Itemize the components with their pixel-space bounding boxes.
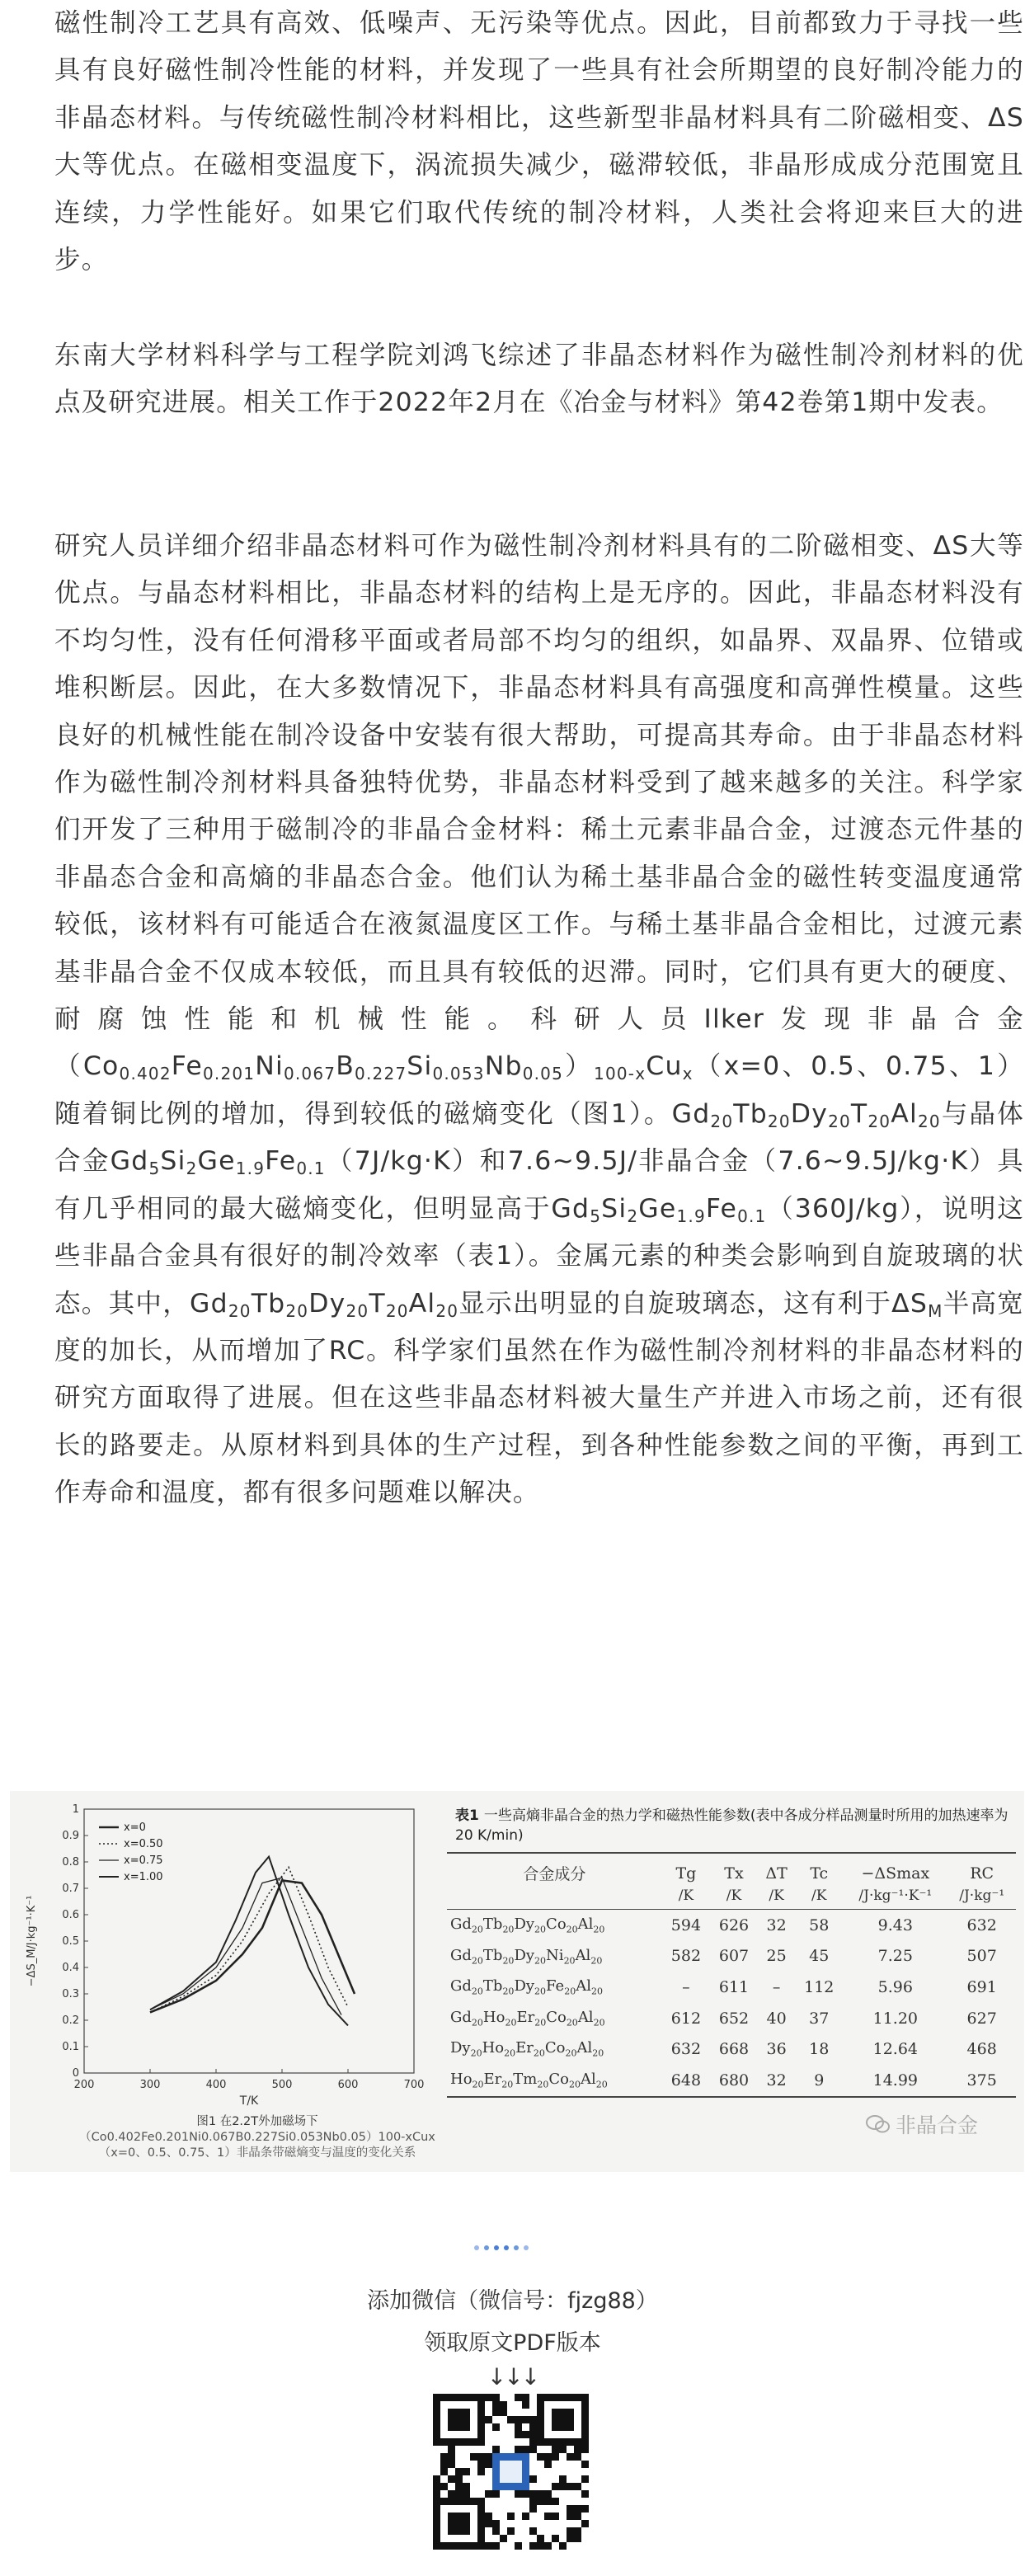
table-cell: 25	[766, 1947, 787, 1966]
table-header-cell: Tx	[710, 1853, 758, 1886]
down-arrows: ↓↓↓	[487, 2363, 538, 2390]
table-cell: 32	[766, 1916, 787, 1934]
legend-label: x=0.75	[124, 1854, 163, 1867]
y-tick-label: 0.8	[62, 1856, 79, 1869]
x-tick-label: 400	[205, 2079, 227, 2091]
table-row	[447, 2065, 1016, 2097]
table-cell: 37	[809, 2009, 830, 2028]
table-header-row	[447, 1853, 1016, 1886]
pdf-prompt: 领取原文PDF版本	[424, 2330, 601, 2356]
entropy-chart-svg	[10, 1791, 455, 2114]
formula-alloy: $Co_{0.402}Fe_{0.201}Ni_{0.067}B_{0.227}Si_{0.053}Nb_{0.05}$	[82, 1051, 564, 1084]
table-cell: 14.99	[843, 2065, 947, 2097]
legend-label: x=0	[124, 1822, 146, 1834]
table-panel	[447, 1806, 1016, 2098]
table-cell: 652	[718, 2009, 750, 2028]
table-cell: 112	[804, 1977, 835, 1996]
y-tick-label: 0.7	[62, 1883, 79, 1895]
table-header-cell: ΔT	[758, 1853, 795, 1886]
x-tick-label: 200	[73, 2079, 95, 2091]
table-label: 表1	[455, 1807, 479, 1824]
properties-table	[447, 1852, 1016, 2098]
formula-gd: $Gd_{20}Tb_{20}Dy_{20}T_{20}Al_{20}$	[671, 1098, 941, 1131]
y-tick-label: 0.2	[62, 2014, 79, 2027]
table-cell: –	[682, 1977, 690, 1996]
table-row	[447, 1910, 1016, 1941]
table-cell: 668	[718, 2040, 750, 2059]
formula-gdsige: $Gd_5Si_2Ge_{1.9}Fe_{0.1}$	[110, 1146, 326, 1179]
table-cell: 582	[670, 1947, 702, 1966]
table-header-cell: RC	[947, 1853, 1016, 1886]
x-tick-label: 700	[403, 2079, 425, 2091]
formula-cu: ）$_{100-x}Cu_x$	[563, 1051, 694, 1084]
alloy-composition-cell: $Ho_{20}Er_{20}Tm_{20}Co_{20}Al_{20}$	[447, 2065, 662, 2097]
table-cell: 594	[670, 1916, 702, 1934]
table-unit-cell: /K	[662, 1886, 710, 1910]
figure-caption	[43, 2114, 472, 2161]
entropy-chart	[10, 1791, 455, 2172]
table-unit-cell: /J·kg⁻¹	[947, 1886, 1016, 1910]
paragraph-research: 研究人员详细介绍非晶态材料可作为磁性制冷剂材料具有的二阶磁相变、ΔS大等优点。与晶态材料相比，非晶态材料的结构上是无序的。因此，非晶态材料没有不均匀性，没有任何滑移平面或者局部不均匀的组织，如晶界、双晶界、位错或堆积断层。因此，在大多数情况下，非晶态材料具有高强度和高弹性模量。这些良好的机械性能在制冷设备中安装有很大帮助，可提高其寿命。由于非晶态材料作为磁性制冷剂材料具备独特优势，非晶态材料受到了越来越多的关注。科学家们开发了三种用于磁制冷的非晶合金材料：稀土元素非晶合金，过渡态元件基的非晶态合金和高熵的非晶态合金。他们认为稀土基非晶合金的磁性转变温度通常较低，该材料有可能适合在液氮温度区工作。与稀土基非晶合金相比，过渡元素基非晶合金不仅成本较低，而且具有较低的迟滞。同时，它们具有更大的硬度、耐腐蚀性能和机械性能。科研人员Ilker发现非晶合金$(Co_{0.402}Fe_{0.201}Ni_{0.067}B_{0.227}Si_{0.053}Nb_{0.05})_{100-x}Cu_x(x=0$、0.5、0.75、1）随着铜比例的增加，得到较低的磁熵变化（图1）。$Gd_{20}Tb_{20}Dy_{20}T_{20}Al_{20}$与晶体合金$Gd_5Si_2Ge_{1.9}Fe_{0.1}(7J/kg\cdot K)$和7.6~9.5J/非晶合金（7.6~9.5J/kg·K）具有几乎相同的最大磁熵变化，但明显高于$Gd_5Si_2Ge_{1.9}Fe_{0.1}(360J/kg)$，说明这些非晶合金具有很好的制冷效率（表1）。金属元素的种类会影响到自旋玻璃的状态。其中，$Gd_{20}Tb_{20}Dy_{20}T_{20}Al_{20}$显示出明显的自旋玻璃态，这有利于$\Delta S_M$半高宽度的加长，从而增加了RC。科学家们虽然在作为磁性制冷剂材料的非晶态材料的研究方面取得了进展。但在这些非晶态材料被大量生产并进入市场之前，还有很长的路要走。从原材料到具体的生产过程，到各种性能参数之间的平衡，再到工作寿命和温度，都有很多问题难以解决。	[54, 531, 1024, 1508]
table-cell: 32	[758, 2065, 795, 2097]
table-caption: 表1 一些高熵非晶合金的热力学和磁热性能参数(表中各成分样品测量时所用的加热速率为 20 K/min)	[455, 1807, 1009, 1844]
formula-gdsige-2: $Gd_5Si_2Ge_{1.9}Fe_{0.1}$	[551, 1193, 767, 1226]
y-tick-label: 0	[72, 2067, 79, 2080]
y-tick-label: 0.4	[62, 1962, 79, 1974]
alloy-composition-cell: $Gd_{20}Tb_{20}Dy_{20}Fe_{20}Al_{20}$	[450, 1977, 603, 1997]
table-cell: 691	[966, 1977, 997, 1996]
table-cell: 375	[947, 2065, 1016, 2097]
table-header-cell: Tc	[795, 1853, 843, 1886]
table-row	[447, 1941, 1016, 1972]
table-row	[447, 1972, 1016, 2003]
watermark-text: 非晶合金	[896, 2113, 979, 2137]
table-cell: 18	[809, 2040, 830, 2059]
x-tick-label: 500	[271, 2079, 293, 2091]
figure-caption-line3: （x=0、0.5、0.75、1）非晶条带磁熵变与温度的变化关系	[98, 2146, 416, 2160]
alloy-composition-cell: $Gd_{20}Ho_{20}Er_{20}Co_{20}Al_{20}$	[450, 2008, 605, 2028]
table-cell: –	[772, 1977, 781, 1996]
table-cell: 680	[710, 2065, 758, 2097]
table-cell: 12.64	[872, 2040, 919, 2059]
table-header-cell: 合金成分	[447, 1853, 662, 1886]
table-unit-cell: /J·kg⁻¹·K⁻¹	[843, 1886, 947, 1910]
table-cell: 36	[766, 2040, 787, 2059]
x-axis-label: T/K	[239, 2094, 259, 2108]
x-tick-label: 600	[337, 2079, 359, 2091]
legend-label: x=0.50	[124, 1838, 163, 1850]
paragraph-source: 东南大学材料科学与工程学院刘鸿飞综述了非晶态材料作为磁性制冷剂材料的优点及研究进展。相关工作于2022年2月在《冶金与材料》第42卷第1期中发表。	[54, 341, 1024, 418]
table-cell: 468	[966, 2040, 997, 2059]
table-cell: 9.43	[877, 1916, 913, 1934]
paragraph-intro: 磁性制冷工艺具有高效、低噪声、无污染等优点。因此，目前都致力于寻找一些具有良好磁性制冷性能的材料，并发现了一些具有社会所期望的良好制冷能力的非晶态材料。与传统磁性制冷材料相比，这些新型非晶材料具有二阶磁相变、ΔS大等优点。在磁相变温度下，涡流损失减少，磁滞较低，非晶形成成分范围宽且连续，力学性能好。如果它们取代传统的制冷材料，人类社会将迎来巨大的进步。	[54, 8, 1024, 275]
table-cell: 627	[966, 2009, 997, 2028]
wechat-prompt: 添加微信（微信号：fjzg88）	[367, 2288, 658, 2314]
formula-gd-2: $Gd_{20}Tb_{20}Dy_{20}T_{20}Al_{20}$	[190, 1288, 459, 1321]
table-cell: 607	[718, 1947, 750, 1966]
alloy-composition-cell: $Gd_{20}Tb_{20}Dy_{20}Co_{20}Al_{20}$	[450, 1916, 605, 1935]
table-unit-cell: /K	[710, 1886, 758, 1910]
table-cell: 632	[966, 1916, 997, 1934]
table-cell: 58	[809, 1916, 830, 1934]
table-cell: 7.25	[877, 1947, 913, 1966]
table-units-row	[447, 1886, 1016, 1910]
table-cell: 45	[809, 1947, 830, 1966]
y-tick-label: 1	[72, 1803, 79, 1816]
figure-caption-line2: （Co0.402Fe0.201Ni0.067B0.227Si0.053Nb0.05）100-xCux	[79, 2131, 435, 2144]
y-tick-label: 0.5	[62, 1935, 79, 1948]
y-tick-label: 0.6	[62, 1909, 79, 1921]
table-row	[447, 2033, 1016, 2065]
wechat-icon	[866, 2113, 891, 2135]
table-cell: 611	[718, 1977, 750, 1996]
y-tick-label: 0.3	[62, 1988, 79, 2000]
table-unit-cell	[447, 1886, 662, 1910]
x-tick-label: 300	[139, 2079, 161, 2091]
watermark	[866, 2109, 978, 2139]
table-cell: 507	[966, 1947, 997, 1966]
table-unit-cell: /K	[758, 1886, 795, 1910]
table-cell: 40	[766, 2009, 787, 2028]
table-cell: 5.96	[877, 1977, 913, 1996]
table-row	[447, 2003, 1016, 2034]
table-body	[447, 1910, 1016, 2097]
table-cell: 11.20	[872, 2009, 919, 2028]
table-cell: 612	[670, 2009, 702, 2028]
table-cell: 9	[795, 2065, 843, 2097]
formula-delta-s: $\Delta S_M$	[891, 1288, 943, 1321]
table-cell: 626	[718, 1916, 750, 1934]
table-unit-cell: /K	[795, 1886, 843, 1910]
qr-code[interactable]	[433, 2394, 589, 2550]
alloy-composition-cell: $Dy_{20}Ho_{20}Er_{20}Co_{20}Al_{20}$	[450, 2039, 604, 2059]
table-cell: 648	[662, 2065, 710, 2097]
legend-label: x=1.00	[124, 1871, 163, 1883]
figure-caption-title: 图1 在2.2T外加磁场下	[196, 2115, 318, 2128]
table-cell: 632	[670, 2040, 702, 2059]
y-tick-label: 0.9	[62, 1830, 79, 1842]
table-header-cell: −ΔSmax	[843, 1853, 947, 1886]
y-tick-label: 0.1	[62, 2041, 79, 2053]
alloy-composition-cell: $Gd_{20}Tb_{20}Dy_{20}Ni_{20}Al_{20}$	[450, 1946, 603, 1967]
y-axis-label: −ΔS_M/J·kg⁻¹·K⁻¹	[26, 1895, 38, 1987]
table-header-cell: Tg	[662, 1853, 710, 1886]
separator-dots-icon	[470, 2241, 536, 2254]
